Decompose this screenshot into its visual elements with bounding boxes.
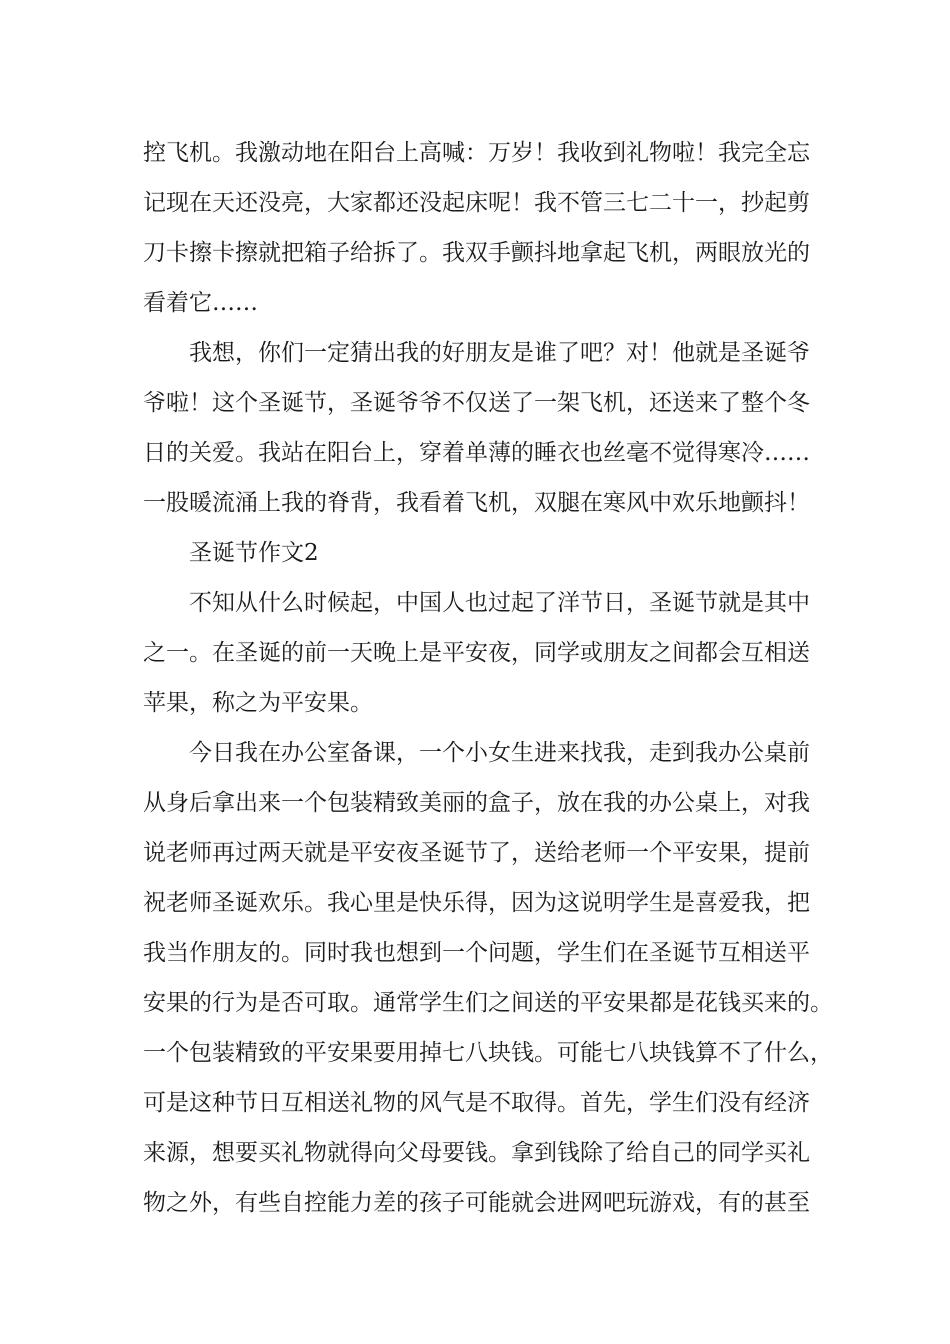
paragraph-start-line: 今日我在办公室备课，一个小女生进来找我，走到我办公桌前 xyxy=(189,740,810,766)
text-line: 一个包装精致的平安果要用掉七八块钱。可能七八块钱算不了什么， xyxy=(143,1040,833,1066)
text-line: 说老师再过两天就是平安夜圣诞节了，送给老师一个平安果，提前 xyxy=(143,840,810,866)
text-line: 我当作朋友的。同时我也想到一个问题，学生们在圣诞节互相送平 xyxy=(143,940,810,966)
text-line: 日的关爱。我站在阳台上，穿着单薄的睡衣也丝毫不觉得寒冷…… xyxy=(143,440,810,466)
text-line: 看着它…… xyxy=(143,290,258,316)
text-line: 安果的行为是否可取。通常学生们之间送的平安果都是花钱买来的。 xyxy=(143,990,833,1016)
paragraph-start-line: 不知从什么时候起，中国人也过起了洋节日，圣诞节就是其中 xyxy=(189,590,810,616)
text-line: 记现在天还没亮，大家都还没起床呢！我不管三七二十一，抄起剪 xyxy=(143,190,810,216)
text-line: 之一。在圣诞的前一天晚上是平安夜，同学或朋友之间都会互相送 xyxy=(143,640,810,666)
text-line: 物之外，有些自控能力差的孩子可能就会进网吧玩游戏，有的甚至 xyxy=(143,1190,810,1216)
text-line: 控飞机。我激动地在阳台上高喊：万岁！我收到礼物啦！我完全忘 xyxy=(143,140,810,166)
text-line: 可是这种节日互相送礼物的风气是不取得。首先，学生们没有经济 xyxy=(143,1090,810,1116)
text-line: 一股暖流涌上我的脊背，我看着飞机，双腿在寒风中欢乐地颤抖！ xyxy=(143,490,810,516)
text-line: 来源，想要买礼物就得向父母要钱。拿到钱除了给自己的同学买礼 xyxy=(143,1140,810,1166)
text-line: 祝老师圣诞欢乐。我心里是快乐得，因为这说明学生是喜爱我，把 xyxy=(143,890,810,916)
text-line: 爷啦！这个圣诞节，圣诞爷爷不仅送了一架飞机，还送来了整个冬 xyxy=(143,390,810,416)
text-line: 刀卡擦卡擦就把箱子给拆了。我双手颤抖地拿起飞机，两眼放光的 xyxy=(143,240,810,266)
text-line: 从身后拿出来一个包装精致美丽的盒子，放在我的办公桌上，对我 xyxy=(143,790,810,816)
paragraph-start-line: 我想，你们一定猜出我的好朋友是谁了吧？对！他就是圣诞爷 xyxy=(189,340,810,366)
text-line: 苹果，称之为平安果。 xyxy=(143,690,373,716)
section-heading: 圣诞节作文2 xyxy=(189,540,319,566)
